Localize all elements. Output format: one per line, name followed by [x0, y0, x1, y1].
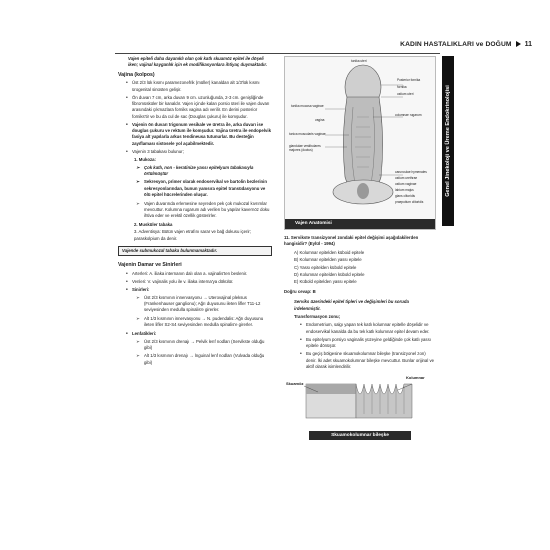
note-box: Vajende submukozal tabaka bulunmamaktadır.	[118, 246, 272, 256]
fig-label: columnae rugarum	[395, 113, 422, 117]
list-item: • Bu geçiş bölgesine skuamokolumnar bileşke (transizyonel zon) denir. İki adet skuamokolumnar bileşke mevcuttur. Bunlar orijinal ve aktif olarak isimlendirilir.	[306, 351, 436, 370]
answer: Doğru cevap: B	[284, 288, 316, 294]
lymph-title: • Lenfatikleri:	[132, 331, 272, 337]
list-item: ➢ Vajen duvarında erlemesine seyreden pek çok mukozal kıvrımlar mevcuttur. Kolumna rugarum adı verilen bu yapılar kavernöz doku ihtiva eder ve erektil özellik gösterirler.	[118, 201, 272, 220]
list-item: • Vajenin ön duvarı trigonum vesikale ve üretra ile, arka duvarı ise douglas çukuru ve rektum ile komşudur. Vajina üretra ile endopelvik fasiya alt yapılarla arkus tendineusa tutunurlar. Bu desteğin zayıflaması sistosele yol açabilmektedir.	[132, 122, 272, 148]
squamocolumnar-junction-illustration	[284, 374, 436, 432]
page-number: 11	[524, 40, 532, 48]
option-b: B) Kolumnar epitelden yassı epitele	[294, 257, 362, 263]
list-item: • Bu epitelyum porsiyo vaginalis yüzeyine geldiğinde çok katlı yassı epitele dönüşür.	[306, 337, 436, 350]
fig-label: glans clitoridis	[395, 194, 416, 198]
fig-label: vagina	[315, 118, 325, 122]
side-tab	[442, 56, 454, 226]
figure-caption: Skuamokolumnar bileşke	[309, 431, 411, 440]
fig-label: fornika	[397, 85, 407, 89]
intro-text: Vajen epiteli daha dayanıklı olan çok katlı skuamöz epitel ile döşeli iken; vajinal kayganlık için ek modifikasyonlara ihtiyaç duymaktadır.	[128, 56, 267, 68]
fig-label: carunculae hymenales	[395, 170, 427, 174]
triangle-icon	[516, 41, 521, 47]
header-title: KADIN HASTALIKLARI ve DOĞUM	[400, 40, 512, 48]
option-c: C) Yassı epitelden kübold epitele	[294, 264, 357, 270]
vajina-bullets	[118, 80, 272, 155]
right-column	[284, 56, 436, 444]
fig-label: labium majus	[395, 188, 414, 192]
lymph-list	[118, 331, 272, 337]
option-a: A) Kolumnar epitelden küboid epitele	[294, 249, 365, 255]
list-item: • Endometrium, salgı yapan tek katlı kolumnar epitelle döşelidir ve endoservikal kanalda da bu tek katlı kolumnar epitel devam eder.	[306, 322, 436, 335]
layer-adventisya: 3. Adventisya: Bütün vajen etrafını sarar ve bağ dokusu içerir; paraskolpium da denir.	[134, 229, 252, 241]
tz-heading: Transformasyon zonu;	[294, 314, 341, 320]
fig2-label-right: Kolumnar	[406, 375, 425, 381]
list-item: • Venleri: V. vajinalis yolu ile v. iliaka interna'ya dökülür.	[132, 279, 272, 285]
fig-label: Posterior fornika	[397, 78, 421, 82]
section-heading-damar: Vajenin Damar ve Sinirleri	[118, 262, 182, 269]
layer-muskuler: 2. Musküler tabaka	[134, 221, 173, 227]
fig-label: tunica muscularis vaginae	[289, 132, 326, 136]
question-11: 11. Servikste transizyonel zondaki epitel değişimi aşağıdakilerden hangisidir? (Eylül - 1994)	[284, 235, 419, 247]
tz-list	[284, 322, 436, 370]
option-d: D) Kolumnar epitelden kübold epitele	[294, 272, 365, 278]
list-item: • Vajenin 3 tabakası bulunur;	[132, 149, 272, 155]
fig-label: ostium vaginae	[395, 182, 417, 186]
figure-vajen-anatomisi	[284, 56, 436, 230]
layer-mukoza: 1. Mukoza:	[134, 157, 156, 163]
fig-label: ostium urethrae	[395, 176, 418, 180]
fig-label: praeputium clitoridis	[395, 200, 424, 204]
info-heading: Serviks üzerindeki epitel tipleri ve değişimleri bu soruda irdelenmiştir.	[294, 299, 409, 311]
side-tab-label: Genel Jinekoloji ve Üreme Endokrinolojisi	[445, 85, 451, 197]
figure-skuamokolumnar	[284, 374, 436, 444]
list-item: ➢ Üst 2/3 kısmının innervasyonu → Uterovajinal pleksus (Frankenhauser ganglionu); Ağrı duyusunu ileten lifler T11-L2 seviyesinden medulla spinalis'e girerler.	[118, 295, 272, 314]
list-item: ➢ Üst 2/3 kısmının drenajı → Pelvik lenf nodları (Servikste olduğu gibi)	[118, 339, 272, 352]
figure-caption: Vajen Anatomisi	[285, 219, 435, 229]
option-e: E) Kübold epitelden yassı epitele	[294, 279, 357, 285]
fig-label: tunika uteri	[351, 59, 367, 63]
vessel-bullets	[118, 271, 272, 293]
fig-label: tunika mucosa vaginae	[291, 104, 324, 108]
list-item: ➢ Alt 1/3 kısmının drenajı → İnguinal lenf nodları (Vulvada olduğu gibi)	[118, 353, 272, 366]
running-header	[300, 36, 532, 52]
section-heading-vajina: Vajina (kolpos)	[118, 71, 155, 78]
fig2-label-left: Skuamöz	[286, 381, 304, 387]
list-item: • Sinirleri:	[132, 287, 272, 293]
list-item: ➢ Alt 1/3 kısmının innervasyonu → N. pudendalis: Ağrı duyusunu ileten lifler S2-S4 seviyesinden medulla spinalis'e girerler.	[118, 316, 272, 329]
list-item: • Arterleri: A. iliaka internanın dalı olan a. vajinalis'ten beslenir.	[132, 271, 272, 277]
fig-label: ostium uteri	[397, 92, 414, 96]
list-item: ➢ Çok katlı, non - keratinize yassı epitelyum tabakasıyla örtülmüştür	[118, 165, 272, 178]
header-rule	[115, 53, 440, 54]
fig-label: glandulae vestibulares majores (ductus)	[289, 144, 321, 152]
list-item: • Ön duvarı 7 cm, arka duvarı 9 cm. uzunluğunda, 2-3 cm. genişliğinde fibromüsküler bir kanaldır. Vajen içinde kalan porsio üteri ile vajen duvarı arasındaki çıkmazlara forniks vagina adı verilir. En derini posterior forniks'tir ve bu da cul de sac (Douglas çukuru) ile komşudur.	[132, 95, 272, 121]
list-item: ➢ Sekresyon, primer olarak endoservikal ve bartolin bezlerinin sekresyonlarından, bunun yanısıra epitel transüdasyonu ve ölü epitel hücrelerinden oluşur.	[118, 179, 272, 198]
left-column	[118, 56, 272, 368]
list-item: • Üst 2/3 lük kısmı paramezonefrik (müller) kanaldan alt 1/3'lük kısmı ürogenital sinüsten gelişir.	[132, 80, 272, 93]
